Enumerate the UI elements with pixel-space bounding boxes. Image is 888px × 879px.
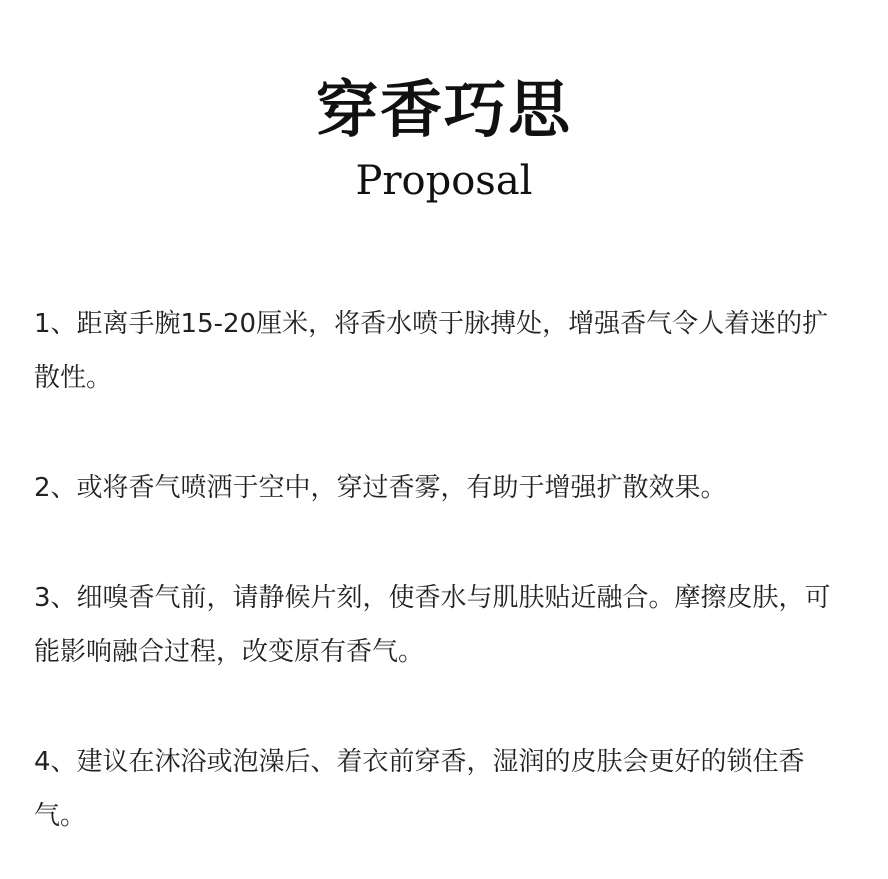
page-subtitle: Proposal <box>355 158 533 204</box>
tip-item-1: 1、距离手腕15-20厘米，将香水喷于脉搏处，增强香气令人着迷的扩散性。 <box>34 309 829 393</box>
tips-list <box>34 297 852 843</box>
header <box>0 70 888 206</box>
tip-item-4: 4、建议在沐浴或泡澡后、着衣前穿香，湿润的皮肤会更好的锁住香气。 <box>34 747 805 831</box>
tip-item-2: 2、或将香气喷洒于空中，穿过香雾，有助于增强扩散效果。 <box>34 473 727 503</box>
page-title: 穿香巧思 <box>315 73 572 146</box>
tip-item-3: 3、细嗅香气前，请静候片刻，使香水与肌肤贴近融合。摩擦皮肤，可能影响融合过程，改变原有香气。 <box>34 583 831 667</box>
